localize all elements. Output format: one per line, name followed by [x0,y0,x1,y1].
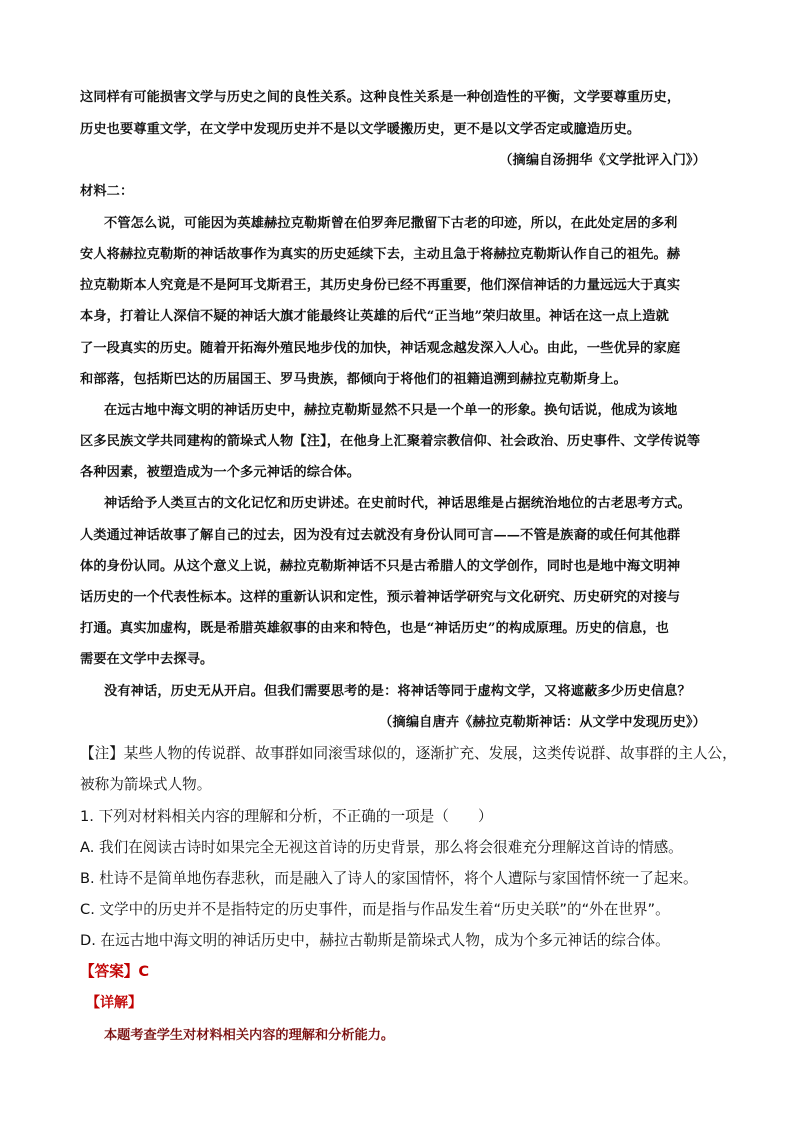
source-citation-1: （摘编自汤拥华《文学批评入门》） [499,153,706,168]
option-b: B. 杜诗不是简单地伤春悲秋，而是融入了诗人的家国情怀，将个人遭际与家国情怀统一了起来。 [80,870,698,887]
p1-line-5: 了一段真实的历史。随着开拓海外殖民地步伐的加快，神话观念越发深入人心。由此，一些优异的家庭 [80,341,681,356]
intro-line-2: 历史也要尊重文学，在文学中发现历史并不是以文学暖搬历史，更不是以文学否定或臆造历史。 [80,122,641,137]
answer-line [80,960,740,981]
p2-line-3: 各种因素，被塑造成为一个多元神话的综合体。 [80,465,361,480]
intro-line-1: 这同样有可能损害文学与历史之间的良性关系。这种良性关系是一种创造性的平衡，文学要尊重历史， [80,90,681,105]
question-stem: 1. 下列对材料相关内容的理解和分析，不正确的一项是（ ） [80,808,493,825]
p3-line-1: 神话给予人类亘古的文化记忆和历史讲述。在史前时代，神话思维是占据统治地位的古老思考方式。 [104,496,691,511]
option-c: C. 文学中的历史并不是指特定的历史事件，而是指与作品发生着“历史关联”的“外在世界”。 [80,901,670,918]
p3-line-2: 人类通过神话故事了解自己的过去，因为没有过去就没有身份认同可言——不管是族裔的或任何其他群 [80,528,681,543]
detail-text: 本题考查学生对材料相关内容的理解和分析能力。 [104,1028,395,1043]
answer-value: C [138,963,150,980]
p4-line-1: 没有神话，历史无从开启。但我们需要思考的是：将神话等同于虚构文学，又将遮蔽多少历史信息？ [104,684,691,699]
answer-label: 【答案】 [80,963,139,980]
p1-line-2: 安人将赫拉克勒斯的神话故事作为真实的历史延续下去，主动且急于将赫拉克勒斯认作自己的祖先。赫 [80,247,681,262]
p3-line-3: 体的身份认同。从这个意义上说，赫拉克勒斯神话不只是古希腊人的文学创作，同时也是地中海文明神 [80,559,681,574]
p3-line-6: 需要在文学中去探寻。 [80,652,214,667]
source-citation-2: （摘编自唐卉《赫拉克勒斯神话：从文学中发现历史》） [379,715,706,730]
detail-label: 【详解】 [86,995,142,1011]
material-2-title: 材料二： [80,184,134,199]
p3-line-4: 话历史的一个代表性标本。这样的重新认识和定性，预示着神话学研究与文化研究、历史研究的对接与 [80,590,681,605]
p2-line-1: 在远古地中海文明的神话历史中，赫拉克勒斯显然不只是一个单一的形象。换句话说，他成为该地 [104,403,678,418]
note-line-2: 被称为箭垛式人物。 [80,776,212,793]
p1-line-3: 拉克勒斯本人究竟是不是阿耳戈斯君王，其历史身份已经不再重要，他们深信神话的力量远远大于真实 [80,278,681,293]
p1-line-1: 不管怎么说，可能因为英雄赫拉克勒斯曾在伯罗奔尼撒留下古老的印迹，所以，在此处定居的多利 [104,216,678,231]
p3-line-5: 打通。真实加虚构，既是希腊英雄叙事的由来和特色，也是“神话历史”的构成原理。历史的信息，也 [80,621,669,636]
note-line-1: 【注】某些人物的传说群、故事群如同滚雪球似的，逐渐扩充、发展，这类传说群、故事群的主人公， [80,745,737,762]
option-d: D. 在远古地中海文明的神话历史中，赫拉古勒斯是箭垛式人物，成为个多元神话的综合体。 [80,932,670,949]
p1-line-4: 本身，打着让人深信不疑的神话大旗才能最终让英雄的后代“正当地”荣归故里。神话在这一点上造就 [80,309,669,324]
p2-line-2: 区多民族文学共同建构的箭垛式人物【注】，在他身上汇聚着宗教信仰、社会政治、历史事件、文学传说等 [80,434,701,449]
p1-line-6: 和部落，包括斯巴达的历届国王、罗马贵族，都倾向于将他们的祖籍追溯到赫拉克勒斯身上。 [80,372,627,387]
option-a: A. 我们在阅读古诗时如果完全无视这首诗的历史背景，那么将会很难充分理解这首诗的情感。 [80,839,683,856]
